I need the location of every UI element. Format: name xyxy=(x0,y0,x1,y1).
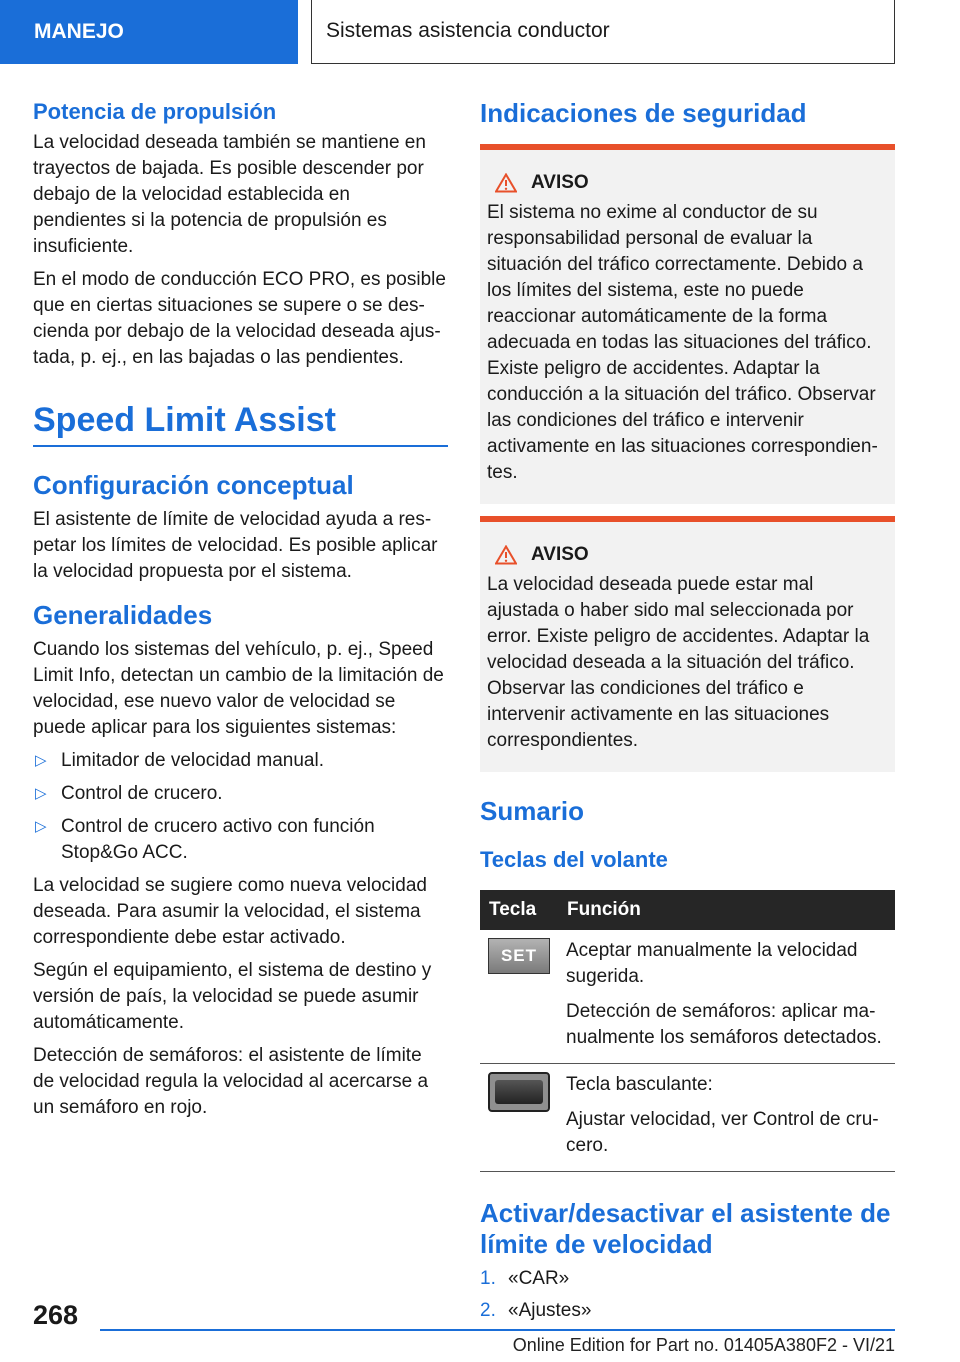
list-item: ▷ Limitador de velocidad manual. xyxy=(33,748,448,774)
footer-divider xyxy=(100,1329,895,1331)
rocker-switch-icon xyxy=(488,1072,550,1112)
edition-text: Online Edition for Part no. 01405A380F2 - VI/21 xyxy=(512,1335,895,1355)
bullet-triangle-icon: ▷ xyxy=(35,818,47,835)
warning-text: La velocidad deseada puede estar mal ajustada o haber sido mal seleccionada por error. Existe peligro de accidentes. Adaptar la velocidad deseada a la situación del tráfico. Observar las condiciones del tráfico e intervenir activamente en las situaciones correspondientes. xyxy=(487,574,870,751)
column-header-key: Tecla xyxy=(480,890,558,930)
propulsion-heading: Potencia de propulsión xyxy=(33,99,277,124)
page-number: 268 xyxy=(33,1300,79,1330)
page-footer xyxy=(0,1295,960,1362)
bullet-triangle-icon: ▷ xyxy=(35,752,47,769)
page-header xyxy=(0,0,960,64)
systems-list xyxy=(33,748,448,866)
warning-title: AVISO xyxy=(531,172,589,193)
column-header-function: Función xyxy=(558,890,895,930)
function-text: Ajustar velocidad, ver Control de crucero. xyxy=(566,1109,879,1156)
warning-box xyxy=(480,516,895,772)
list-item: ▷ Control de crucero activo con función Stop&Go ACC. xyxy=(35,816,375,863)
right-column xyxy=(480,98,895,1330)
propulsion-paragraph-2: En el modo de conducción ECO PRO, es posible que en ciertas situaciones se supere o se descienda por debajo de la velocidad deseada ajustada, p. ej., en las bajadas o las pendientes. xyxy=(33,269,446,368)
general-heading: Generalidades xyxy=(33,600,213,630)
general-paragraph-4: Detección de semáforos: el asistente de límite de velocidad regula la velocidad al acercarse a un semáforo en rojo. xyxy=(33,1045,429,1118)
safety-heading: Indicaciones de seguridad xyxy=(480,98,807,128)
propulsion-paragraph-1: La velocidad deseada también se mantiene en trayectos de bajada. Es posible descender por debajo de la velocidad establecida en pendientes si la potencia de propulsión es insuficiente. xyxy=(33,132,426,257)
step-number: 1. xyxy=(480,1268,496,1289)
warning-text: El sistema no exime al conductor de su responsabilidad personal de evaluar la situación del tráfico correctamente. Debido a los límites del sistema, este no puede reaccionar automáticamente de la forma adecuada en todas las situaciones del tráfico. Existe peligro de accidentes. Adaptar la conducción a la situación del tráfico. Observar las condiciones del tráfico e intervenir activamente en las situaciones correspondientes. xyxy=(487,202,878,483)
function-text: Detección de semáforos: aplicar manualmente los semáforos detectados. xyxy=(566,1001,882,1048)
warning-box xyxy=(480,144,895,504)
sla-title-block xyxy=(33,399,448,447)
keys-heading: Teclas del volante xyxy=(480,847,668,872)
table-header-row xyxy=(480,890,895,930)
warning-triangle-icon xyxy=(495,173,517,193)
sla-title: Speed Limit Assist xyxy=(33,401,336,439)
list-item xyxy=(480,1266,895,1292)
section-tab: MANEJO xyxy=(0,0,298,64)
bullet-triangle-icon: ▷ xyxy=(35,785,47,802)
left-column xyxy=(33,98,448,1128)
general-paragraph-1: Cuando los sistemas del vehículo, p. ej., Speed Limit Info, detectan un cambio de la limitación de velocidad, ese nuevo valor de velocidad se puede aplicar para los siguientes sistemas: xyxy=(33,639,444,738)
concept-heading: Configuración conceptual xyxy=(33,470,354,500)
set-key-icon: SET xyxy=(488,938,550,974)
activate-heading: Activar/desactivar el asistente de límite de velocidad xyxy=(480,1198,891,1259)
chapter-tab: Sistemas asistencia conductor xyxy=(311,0,895,64)
warning-title: AVISO xyxy=(531,544,589,565)
general-paragraph-3: Según el equipamiento, el sistema de destino y versión de país, la velocidad se puede asumir automáticamente. xyxy=(33,960,432,1033)
step-text: «Ajustes» xyxy=(508,1300,592,1321)
table-row xyxy=(480,930,895,1064)
steering-keys-table xyxy=(480,890,895,1172)
concept-paragraph: El asistente de límite de velocidad ayuda a respetar los límites de velocidad. Es posible aplicar la velocidad propuesta por el sistema. xyxy=(33,509,438,582)
function-text: Aceptar manualmente la velocidad sugerida. xyxy=(566,940,858,987)
list-item: ▷ Control de crucero. xyxy=(33,781,448,807)
general-paragraph-2: La velocidad se sugiere como nueva velocidad deseada. Para asumir la velocidad, el sistema correspondiente debe estar activado. xyxy=(33,875,427,948)
warning-triangle-icon xyxy=(495,545,517,565)
summary-heading: Sumario xyxy=(480,796,585,826)
function-text: Tecla basculante: xyxy=(566,1074,713,1095)
table-row xyxy=(480,1064,895,1172)
step-text: «CAR» xyxy=(508,1268,570,1289)
step-number: 2. xyxy=(480,1300,496,1321)
